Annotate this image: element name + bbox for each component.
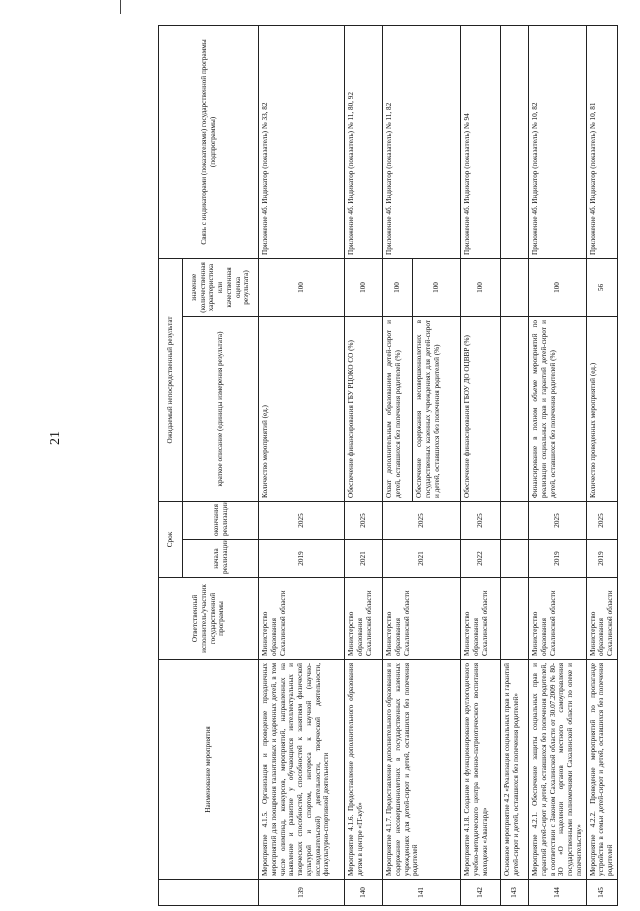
empty-cell (501, 501, 529, 539)
result-description: Количество мероприятий (ед.) (259, 316, 345, 501)
result-description: Обеспечение содержания несовершеннолетних в государственных казенных учреждениях для детей-сирот и детей, оставшихся без попечения родителей (%) (413, 316, 461, 501)
events-table (158, 25, 618, 906)
header-result-desc: краткое описание (единицы измерения результата) (183, 316, 259, 501)
header-end: окончания реализации (183, 501, 259, 539)
result-value: 100 (461, 258, 501, 316)
row-number: 140 (345, 880, 383, 906)
result-value: 100 (345, 258, 383, 316)
table-row (259, 25, 345, 905)
start-year: 2021 (345, 540, 383, 578)
row-number: 143 (501, 880, 529, 906)
start-year: 2019 (586, 540, 617, 578)
header-result: Ожидаемый непосредственный результат (159, 258, 183, 501)
event-name: Мероприятие 4.1.8. Создание и функционирование круглогодичного учебно-методического центра военно-патриотического воспитания молодежи «Авангард» (461, 660, 501, 880)
result-value: 56 (586, 258, 617, 316)
result-value: 100 (383, 258, 413, 316)
header-link: Связь с индикаторами (показателями) государственной программы (подпрограммы) (159, 25, 259, 258)
executor: Министерство образования Сахалинской области (586, 578, 617, 660)
executor: Министерство образования Сахалинской области (259, 578, 345, 660)
executor: Министерство образования Сахалинской области (383, 578, 461, 660)
table-row (461, 25, 501, 905)
start-year: 2022 (461, 540, 501, 578)
header-start: начала реализации (183, 540, 259, 578)
header-term: Срок (159, 501, 183, 577)
end-year: 2025 (529, 501, 587, 539)
row-number: 144 (529, 880, 587, 906)
row-number: 145 (586, 880, 617, 906)
end-year: 2025 (461, 501, 501, 539)
page-number: 21 (48, 431, 63, 445)
empty-cell (501, 316, 529, 501)
rotated-table-sheet (158, 26, 615, 906)
empty-cell (501, 540, 529, 578)
indicator-link: Приложение 4б. Индикатор (показатель) № 10, 81 (586, 25, 617, 258)
header-result-value: значение (количественная характеристика или качественная оценка результата) (183, 258, 259, 316)
event-name: Мероприятие 4.1.5. Организация и проведение праздничных мероприятий для поощрения талантливых и одаренных детей, в том числе олимпиад, конкурсов, мероприятий, направленных на выявление и развитие у обучающихся интеллектуальных и творческих способностей, способностей к занятиям физической культурой и спортом, интереса к научной (научно-исследовательской) деятельности, творческой деятельности, физкультурно-спортивной деятельности (259, 660, 345, 880)
table-row (345, 25, 383, 905)
executor: Министерство образования Сахалинской области (529, 578, 587, 660)
result-description: Обеспечение финансирования ГБУ РЦОКО СО (%) (345, 316, 383, 501)
table-row (383, 25, 413, 905)
indicator-link: Приложение 4б. Индикатор (показатель) № 11, 82 (383, 25, 461, 258)
empty-cell (501, 578, 529, 660)
header-executor: Ответственный исполнитель/участник государственной программы (159, 578, 259, 660)
empty-cell (501, 25, 529, 258)
header-name: Наименование мероприятия (159, 660, 259, 880)
table-row (586, 25, 617, 905)
result-description: Количество проведенных мероприятий (ед.) (586, 316, 617, 501)
result-value: 100 (259, 258, 345, 316)
end-year: 2025 (345, 501, 383, 539)
start-year: 2019 (529, 540, 587, 578)
row-number: 142 (461, 880, 501, 906)
row-number: 139 (259, 880, 345, 906)
result-description: Финансирование в полном объеме мероприятий по реализации социальных прав и гарантий детей-сирот и детей, оставшихся без попечения родителей (%) (529, 316, 587, 501)
event-name: Мероприятие 4.2.1. Обеспечение защиты социальных прав и гарантий детей-сирот и детей, оставшихся без попечения родителей, в соответствии с Законом Сахалинской области от 30.07.2009 № 80-ЗО «О наделении органов местного самоуправления государственными полномочиями Сахалинской области по опеке и попечительству» (529, 660, 587, 880)
result-value: 100 (413, 258, 461, 316)
table-row (501, 25, 529, 905)
indicator-link: Приложение 4б. Индикатор (показатель) № 10, 82 (529, 25, 587, 258)
indicator-link: Приложение 4б. Индикатор (показатель) № 94 (461, 25, 501, 258)
scan-edge-top (120, 0, 121, 14)
start-year: 2019 (259, 540, 345, 578)
event-name: Мероприятие 4.1.6. Предоставление дополнительного образования детям в центре «IT-куб» (345, 660, 383, 880)
end-year: 2025 (383, 501, 461, 539)
header-num (159, 880, 259, 906)
result-value: 100 (529, 258, 587, 316)
indicator-link: Приложение 4б. Индикатор (показатель) № 33, 82 (259, 25, 345, 258)
executor: Министерство образования Сахалинской области (345, 578, 383, 660)
event-name: Мероприятие 4.1.7. Предоставление дополнительного образования и содержание несовершеннолетних в государственных казенных учреждениях для детей-сирот и детей, оставшихся без попечения родителей (383, 660, 461, 880)
start-year: 2021 (383, 540, 461, 578)
empty-cell (501, 258, 529, 316)
result-description: Обеспечение финансирования ГБОУ ДО ОЦВВР (%) (461, 316, 501, 501)
end-year: 2025 (259, 501, 345, 539)
indicator-link: Приложение 4б. Индикатор (показатель) № 11, 80, 92 (345, 25, 383, 258)
end-year: 2025 (586, 501, 617, 539)
row-number: 141 (383, 880, 461, 906)
result-description: Охват дополнительным образованием детей-сирот и детей, оставшихся без попечения родителей (%) (383, 316, 413, 501)
section-name: Основное мероприятие 4.2 «Реализация социальных прав и гарантий детей-сирот и детей, оставшихся без попечения родителей» (501, 660, 529, 880)
table-row (529, 25, 587, 905)
event-name: Мероприятие 4.2.2. Проведение мероприятий по пропаганде устройства в семьи детей-сирот и детей, оставшихся без попечения родителей (586, 660, 617, 880)
executor: Министерство образования Сахалинской области (461, 578, 501, 660)
